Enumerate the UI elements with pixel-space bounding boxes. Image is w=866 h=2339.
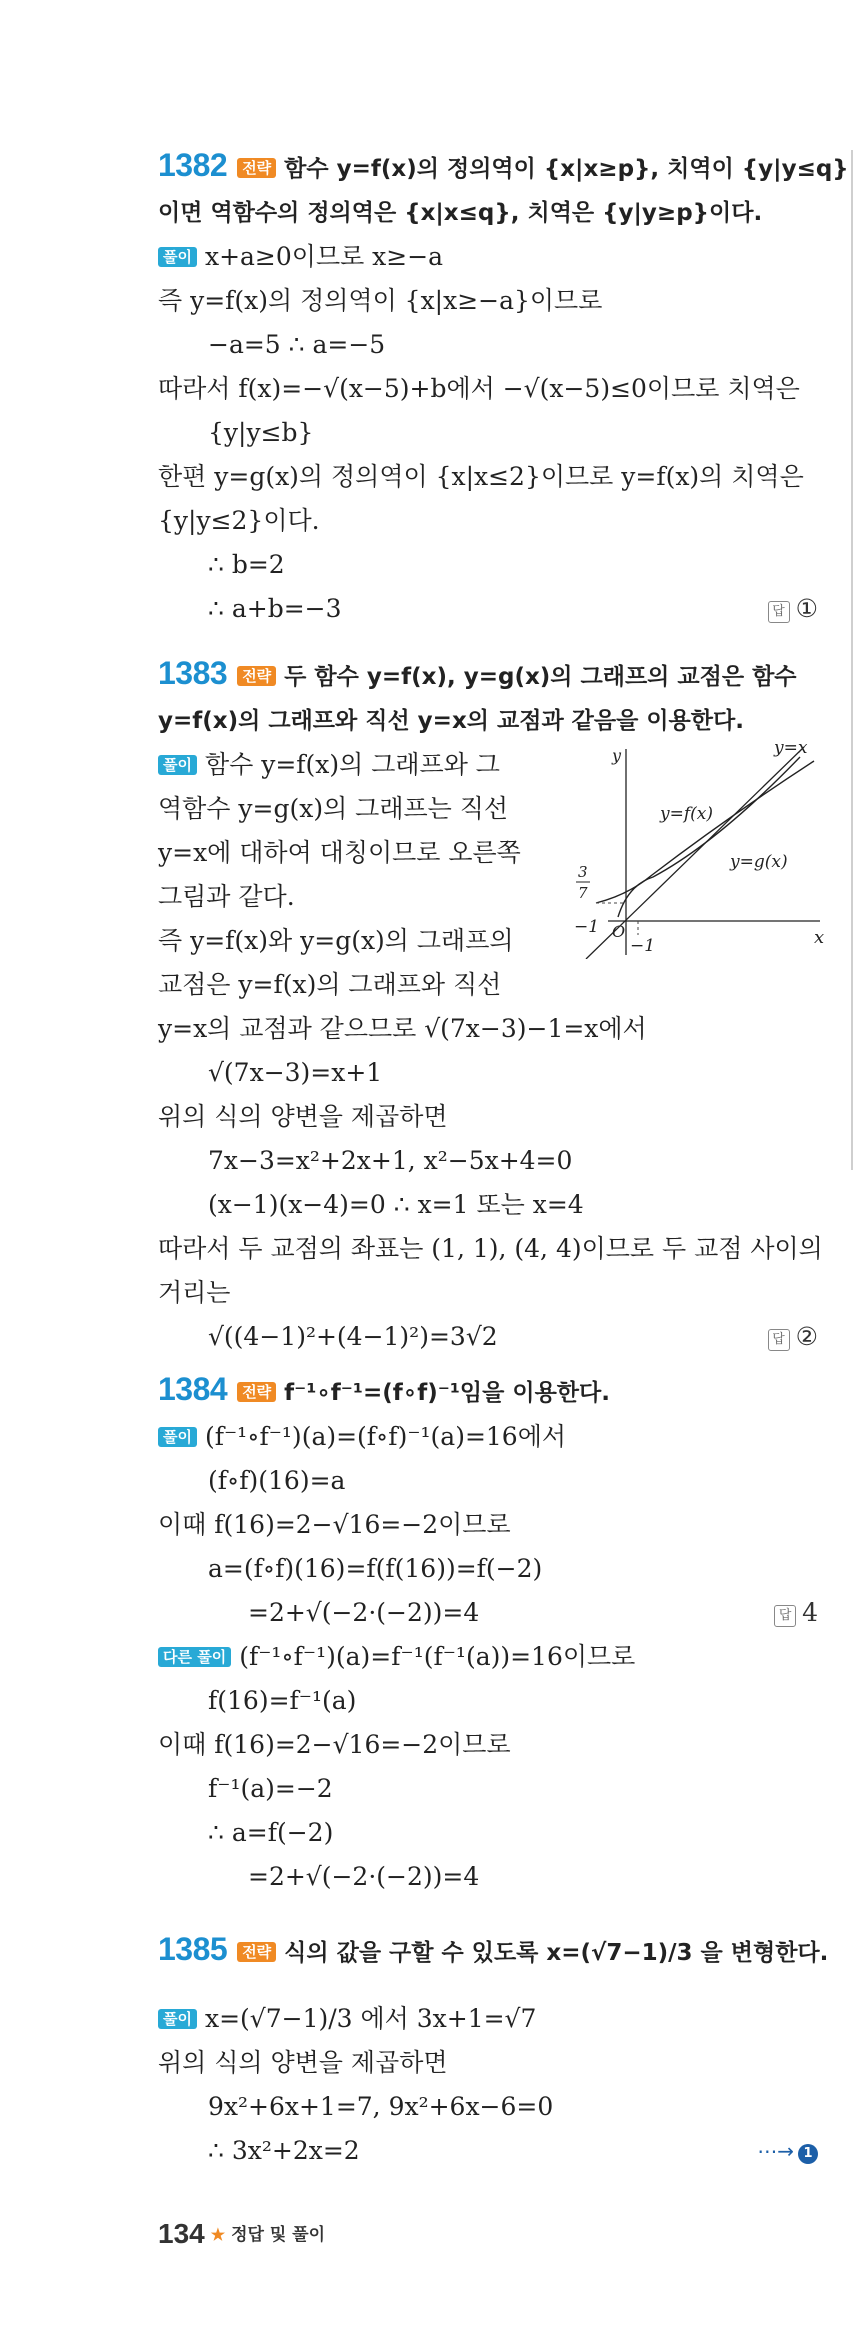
page-number: 134 [158, 2218, 205, 2249]
solution-line: ∴ 3x²+2x=2 ⋯→ 1 [158, 2136, 818, 2166]
solution-line: 따라서 f(x)=−√(x−5)+b에서 −√(x−5)≤0이므로 치역은 [158, 374, 800, 403]
solution-line: 즉 y=f(x)와 y=g(x)의 그래프의 [158, 926, 514, 955]
solution-line: (x−1)(x−4)=0 ∴ x=1 또는 x=4 [208, 1190, 584, 1219]
strategy-text: 두 함수 y=f(x), y=g(x)의 그래프의 교점은 함수 [284, 664, 797, 690]
answer-mark: 답 4 [774, 1598, 818, 1628]
solution-line: 7x−3=x²+2x+1, x²−5x+4=0 [208, 1146, 573, 1175]
line-label: y=x [774, 738, 808, 758]
answer-icon: 답 [768, 601, 790, 623]
solution-line: {y|y≤b} [208, 418, 314, 447]
problem-number: 1384 [158, 1371, 228, 1407]
g-label: y=g(x) [730, 852, 788, 872]
continue-arrow: ⋯→ [757, 2139, 794, 2163]
solution-line: f(16)=f⁻¹(a) [208, 1686, 357, 1715]
solution-line: 위의 식의 양변을 제곱하면 [158, 2048, 448, 2077]
strategy-text: 함수 y=f(x)의 정의역이 {x|x≥p}, 치역이 {y|y≤q} [284, 156, 849, 182]
page-footer [158, 2218, 325, 2250]
solution-line: 풀이 함수 y=f(x)의 그래프와 그 [158, 750, 818, 780]
strategy-tag: 전략 [237, 1382, 276, 1402]
solution-line: =2+√(−2·(−2))=4 [248, 1862, 480, 1891]
strategy-tag: 전략 [237, 158, 276, 178]
solution-tag: 풀이 [158, 1427, 197, 1447]
solution-line: 교점은 y=f(x)의 그래프와 직선 [158, 970, 502, 999]
problem-header [158, 1371, 818, 1408]
solution-line: 즉 y=f(x)의 정의역이 {x|x≥−a}이므로 [158, 286, 603, 315]
strategy-text: 이면 역함수의 정의역은 {x|x≤q}, 치역은 {y|y≥p}이다. [158, 200, 763, 226]
continue-marker [757, 2136, 818, 2166]
solution-line: 거리는 [158, 1278, 231, 1307]
solution-line: {y|y≤2}이다. [158, 506, 320, 535]
solution-line: =2+√(−2·(−2))=4 답 4 [248, 1598, 818, 1627]
problem-1382 [158, 147, 849, 624]
solution-line: (f∘f)(16)=a [208, 1466, 346, 1495]
solution-line: 풀이 x+a≥0이므로 x≥−a [158, 242, 818, 272]
strategy-text: y=f(x)의 그래프와 직선 y=x의 교점과 같음을 이용한다. [158, 708, 744, 734]
neg-one-y-label: −1 [630, 936, 656, 956]
column-divider [851, 150, 853, 1170]
continue-badge: 1 [798, 2144, 818, 2164]
problem-number: 1382 [158, 147, 228, 183]
problem-header [158, 1931, 829, 1968]
solution-line: 한편 y=g(x)의 정의역이 {x|x≤2}이므로 y=f(x)의 치역은 [158, 462, 804, 491]
problem-number: 1385 [158, 1931, 228, 1967]
curve-f [618, 757, 800, 917]
origin-label: O [612, 922, 626, 941]
fraction-denominator: 7 [578, 884, 588, 902]
graph-svg [568, 737, 830, 959]
solution-line: √(7x−3)=x+1 [208, 1058, 383, 1087]
solution-line: √((4−1)²+(4−1)²)=3√2 답 ② [208, 1322, 818, 1351]
solution-line: 위의 식의 양변을 제곱하면 [158, 1102, 448, 1131]
fraction-numerator: 3 [578, 863, 588, 881]
solution-tag: 풀이 [158, 2009, 197, 2029]
strategy-tag: 전략 [237, 666, 276, 686]
solution-line: y=x의 교점과 같으므로 √(7x−3)−1=x에서 [158, 1014, 647, 1043]
x-axis-label: x [814, 927, 825, 948]
problem-header [158, 655, 818, 692]
problem-1384 [158, 1371, 818, 1892]
footer-title: 정답 및 풀이 [231, 2225, 326, 2245]
solution-line: 따라서 두 교점의 좌표는 (1, 1), (4, 4)이므로 두 교점 사이의 [158, 1234, 823, 1263]
solution-line: y=x에 대하여 대칭이므로 오른쪽 [158, 838, 521, 867]
solution-tag: 풀이 [158, 247, 197, 267]
star-icon: ★ [210, 2227, 226, 2244]
alt-solution-tag: 다른 풀이 [158, 1647, 231, 1667]
y-axis-label: y [612, 746, 622, 765]
solution-line: f⁻¹(a)=−2 [208, 1774, 333, 1803]
function-graph [568, 737, 830, 959]
solution-line: 풀이 (f⁻¹∘f⁻¹)(a)=(f∘f)⁻¹(a)=16에서 [158, 1422, 818, 1452]
solution-line: ∴ b=2 [208, 550, 285, 579]
solution-line: −a=5 ∴ a=−5 [208, 330, 386, 359]
solution-line: 이때 f(16)=2−√16=−2이므로 [158, 1730, 511, 1759]
answer-icon: 답 [768, 1329, 790, 1351]
strategy-tag: 전략 [237, 1942, 276, 1962]
solution-line: a=(f∘f)(16)=f(f(16))=f(−2) [208, 1554, 543, 1583]
problem-header [158, 147, 849, 184]
solution-line: ∴ a+b=−3 답 ① [208, 594, 818, 623]
strategy-text: 식의 값을 구할 수 있도록 x=(√7−1)/3 을 변형한다. [284, 1940, 829, 1966]
answer-mark: 답 ② [768, 1322, 818, 1352]
problem-1385 [158, 1931, 829, 2166]
solution-line: 이때 f(16)=2−√16=−2이므로 [158, 1510, 511, 1539]
strategy-text: f⁻¹∘f⁻¹=(f∘f)⁻¹임을 이용한다. [284, 1380, 610, 1406]
solution-line: 그림과 같다. [158, 882, 295, 911]
answer-mark: 답 ① [768, 594, 818, 624]
solution-line: 풀이 x=(√7−1)/3 에서 3x+1=√7 [158, 2004, 818, 2034]
solution-tag: 풀이 [158, 755, 197, 775]
f-label: y=f(x) [660, 804, 713, 824]
solution-line: 다른 풀이 (f⁻¹∘f⁻¹)(a)=f⁻¹(f⁻¹(a))=16이므로 [158, 1642, 818, 1672]
solution-line: 역함수 y=g(x)의 그래프는 직선 [158, 794, 509, 823]
answer-icon: 답 [774, 1605, 796, 1627]
curve-g [596, 761, 814, 903]
solution-line: 9x²+6x+1=7, 9x²+6x−6=0 [208, 2092, 554, 2121]
solution-line: ∴ a=f(−2) [208, 1818, 334, 1847]
problem-number: 1383 [158, 655, 228, 691]
neg-one-x-label: −1 [574, 917, 600, 937]
